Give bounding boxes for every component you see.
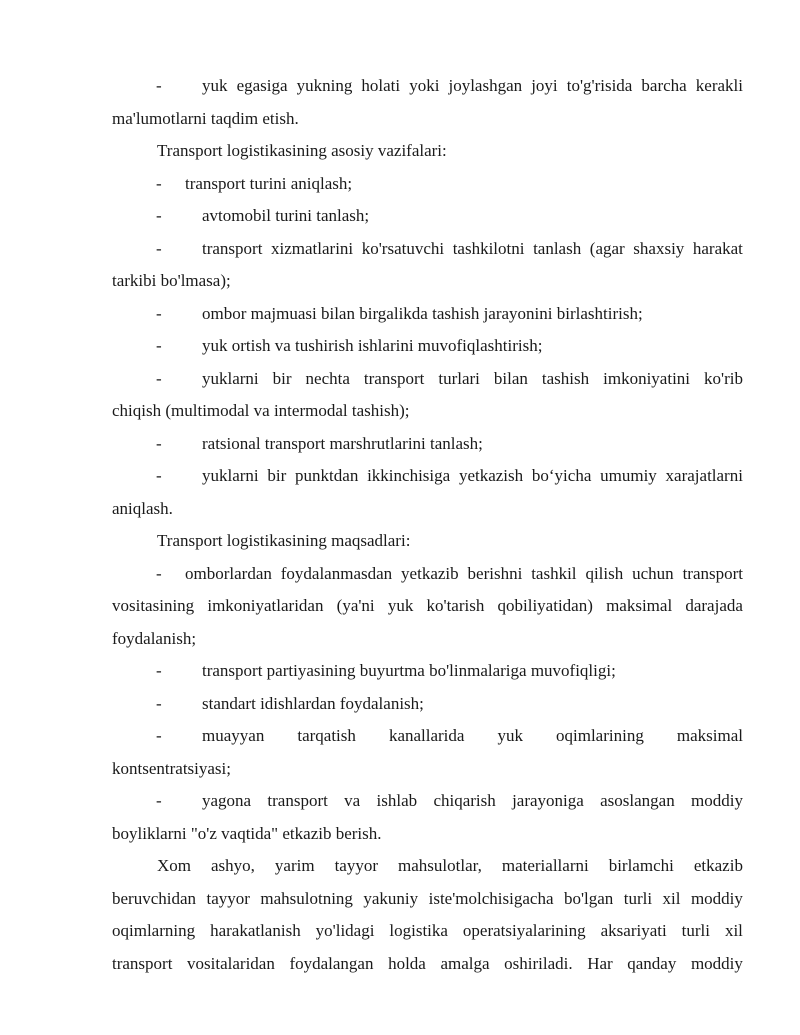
- word: omborlardan: [185, 563, 272, 583]
- word: qobiliyatidan): [497, 596, 593, 615]
- word: xizmatlarini: [271, 238, 354, 258]
- word: xarajatlarni: [665, 466, 743, 485]
- list-item-text: [202, 363, 743, 396]
- list-item: [112, 233, 743, 266]
- word: yo'lidagi: [315, 921, 375, 940]
- list-item-text: standart idishlardan foydalanish;: [202, 693, 424, 713]
- word: harakat: [692, 238, 743, 258]
- word: moddiy: [691, 791, 743, 810]
- section-heading: Transport logistikasining maqsadlari:: [157, 531, 411, 550]
- word: tayyor: [334, 856, 379, 875]
- word: moddiy: [690, 953, 743, 973]
- list-item-text: [202, 720, 743, 753]
- list-item: [112, 330, 743, 363]
- paragraph-line: [112, 948, 743, 981]
- word: yetkazib: [401, 563, 459, 583]
- word: holda: [388, 953, 426, 973]
- bullet-dash: -: [156, 791, 162, 810]
- word: jarayoniga: [512, 791, 584, 810]
- word: harakatlanish: [210, 921, 301, 940]
- bullet-dash: -: [156, 336, 162, 355]
- word: beruvchidan: [112, 888, 197, 908]
- word: maksimal: [606, 596, 673, 615]
- word: punktdan: [295, 466, 359, 485]
- document-body: [112, 70, 743, 980]
- word: imkoniyatlaridan: [207, 596, 324, 615]
- word: transport: [112, 953, 173, 973]
- word: xil: [662, 888, 681, 908]
- word: ko'tarish: [426, 596, 485, 615]
- word: bo'lgan: [563, 888, 614, 908]
- word: va: [344, 791, 361, 810]
- bullet-dash: -: [156, 563, 162, 583]
- word: shaxsiy: [633, 238, 685, 258]
- list-item: [112, 655, 743, 688]
- word: yuklarni: [202, 466, 259, 485]
- word: ishlab: [376, 791, 418, 810]
- word: yakuniy: [363, 888, 419, 908]
- word: umumiy: [600, 466, 657, 485]
- paragraph-line: aniqlash.: [112, 498, 173, 518]
- bullet-dash: -: [156, 206, 162, 225]
- list-item-text: transport partiyasining buyurtma bo'linmalariga muvofiqligi;: [202, 661, 616, 680]
- word: transport: [682, 563, 743, 583]
- word: kerakli: [695, 76, 743, 95]
- word: imkoniyatini: [603, 368, 691, 388]
- word: moddiy: [690, 888, 743, 908]
- word: berishni: [467, 563, 523, 583]
- word: darajada: [685, 596, 743, 615]
- word: yukning: [296, 76, 353, 95]
- word: xil: [724, 921, 743, 940]
- paragraph-line: ma'lumotlarni taqdim etish.: [112, 108, 299, 128]
- list-item: [112, 558, 743, 591]
- bullet-dash: -: [156, 368, 162, 388]
- bullet-dash: -: [156, 303, 162, 323]
- word: yuk: [497, 726, 523, 745]
- list-item: [112, 720, 743, 753]
- word: joyi: [531, 76, 558, 95]
- list-item-text: avtomobil turini tanlash;: [202, 206, 370, 225]
- word: nechta: [305, 368, 350, 388]
- paragraph-line: tarkibi bo'lmasa);: [112, 271, 231, 290]
- word: foydalangan: [289, 953, 374, 973]
- word: holati: [361, 76, 401, 95]
- list-item-text: [202, 460, 743, 493]
- bullet-dash: -: [156, 466, 162, 485]
- list-item-text: [202, 785, 743, 818]
- word: tashkilotni: [452, 238, 525, 258]
- bullet-dash: -: [156, 238, 162, 258]
- bullet-dash: -: [156, 433, 162, 453]
- list-item: [112, 363, 743, 396]
- list-item-text: [185, 558, 743, 591]
- word: yetkazish: [458, 466, 524, 485]
- word: bilan: [493, 368, 528, 388]
- word: bo‘yicha: [531, 466, 592, 485]
- word: asoslangan: [600, 791, 675, 810]
- list-item: [112, 460, 743, 493]
- list-item-text: transport turini aniqlash;: [185, 173, 353, 193]
- word: ashyo,: [211, 856, 255, 875]
- list-item-text: ratsional transport marshrutlarini tanlash;: [202, 433, 483, 453]
- word: mahsulotlar,: [398, 856, 482, 875]
- word: transport: [267, 791, 328, 810]
- word: oqimlarining: [556, 726, 644, 745]
- word: bir: [267, 466, 287, 485]
- bullet-dash: -: [156, 693, 162, 713]
- word: ikkinchisiga: [367, 466, 451, 485]
- word: turli: [623, 888, 653, 908]
- word: maksimal: [676, 726, 743, 745]
- list-item: [112, 70, 743, 103]
- word: muayyan: [202, 726, 265, 745]
- list-item: [112, 298, 743, 331]
- word: iste'molchisigacha: [428, 888, 554, 908]
- word: egasiga: [236, 76, 288, 95]
- word: yagona: [202, 791, 252, 810]
- word: ko'rsatuvchi: [361, 238, 445, 258]
- bullet-dash: -: [156, 76, 162, 95]
- word: tarqatish: [297, 726, 356, 745]
- word: kanallarida: [388, 726, 465, 745]
- word: (agar: [589, 238, 625, 258]
- paragraph-line: chiqish (multimodal va intermodal tashish);: [112, 401, 410, 420]
- word: operatsiyalarining: [462, 921, 586, 940]
- word: birlamchi: [608, 856, 674, 875]
- list-item-text: yuk ortish va tushirish ishlarini muvofiqlashtirish;: [202, 336, 543, 355]
- word: foydalanmasdan: [280, 563, 393, 583]
- word: Har: [587, 953, 613, 973]
- paragraph-line: [112, 915, 743, 948]
- paragraph-line: boyliklarni "o'z vaqtida" etkazib berish.: [112, 823, 382, 843]
- word: amalga: [440, 953, 490, 973]
- word: qanday: [627, 953, 677, 973]
- word: tashkil: [531, 563, 577, 583]
- word: oqimlarning: [112, 921, 196, 940]
- word: vositalaridan: [187, 953, 275, 973]
- list-item: [112, 168, 743, 201]
- word: (ya'ni: [336, 596, 375, 615]
- bullet-dash: -: [156, 173, 162, 193]
- word: to'g'risida: [566, 76, 633, 95]
- word: yuk: [202, 76, 228, 95]
- word: yuklarni: [202, 368, 259, 388]
- word: yuk: [387, 596, 414, 615]
- word: turlari: [438, 368, 480, 388]
- word: materiallarni: [501, 856, 589, 875]
- paragraph-line: foydalanish;: [112, 628, 197, 648]
- word: ko'rib: [704, 368, 743, 388]
- word: yoki: [409, 76, 440, 95]
- bullet-dash: -: [156, 661, 162, 680]
- word: mahsulotning: [260, 888, 353, 908]
- word: qilish: [585, 563, 624, 583]
- word: tashish: [541, 368, 590, 388]
- word: transport: [363, 368, 425, 388]
- list-item: [112, 428, 743, 461]
- word: vositasining: [112, 596, 195, 615]
- word: joylashgan: [448, 76, 523, 95]
- paragraph-line: kontsentratsiyasi;: [112, 758, 231, 778]
- list-item-text: [202, 70, 743, 103]
- word: transport: [202, 238, 263, 258]
- paragraph-line: [112, 850, 743, 883]
- word: bir: [272, 368, 292, 388]
- list-item-text: ombor majmuasi bilan birgalikda tashish jarayonini birlashtirish;: [202, 303, 643, 323]
- word: aksariyati: [600, 921, 667, 940]
- word: Xom: [157, 856, 191, 875]
- list-item: [112, 785, 743, 818]
- bullet-dash: -: [156, 726, 162, 745]
- word: oshiriladi.: [504, 953, 573, 973]
- word: etkazib: [693, 856, 743, 875]
- list-item-text: [202, 233, 743, 266]
- word: yarim: [274, 856, 315, 875]
- word: logistika: [389, 921, 448, 940]
- word: chiqarish: [433, 791, 496, 810]
- section-heading: Transport logistikasining asosiy vazifalari:: [157, 141, 447, 160]
- list-item: [112, 200, 743, 233]
- word: uchun: [632, 563, 674, 583]
- paragraph-line: [112, 590, 743, 623]
- word: tayyor: [206, 888, 250, 908]
- paragraph-line: [112, 883, 743, 916]
- word: turli: [681, 921, 710, 940]
- word: barcha: [641, 76, 687, 95]
- list-item: [112, 688, 743, 721]
- word: tanlash: [533, 238, 582, 258]
